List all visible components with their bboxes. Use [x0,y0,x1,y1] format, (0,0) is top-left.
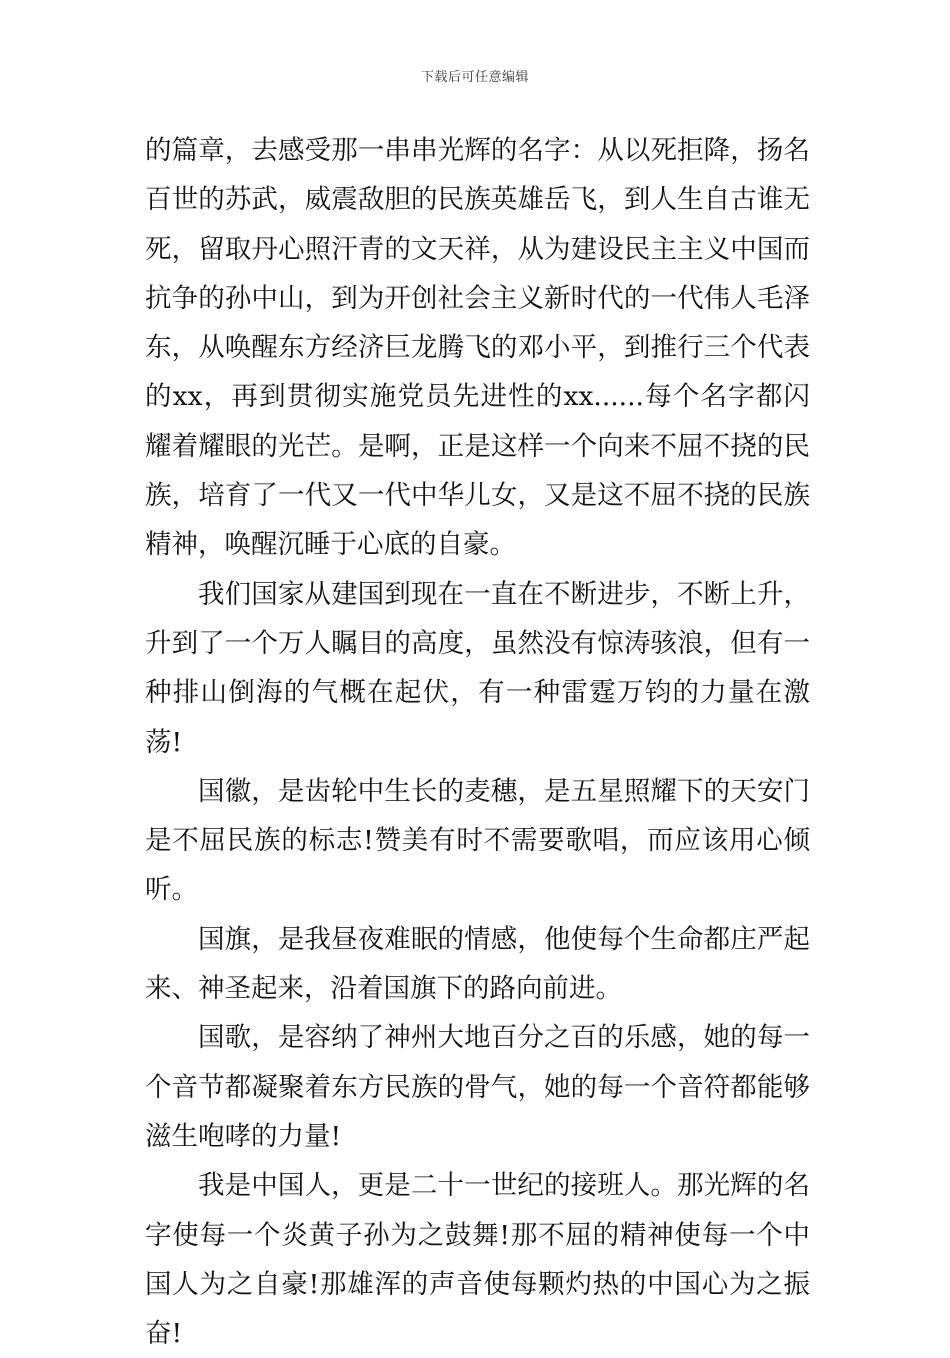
paragraph-1: 的篇章，去感受那一串串光辉的名字：从以死拒降，扬名百世的苏武，威震敌胆的民族英雄岳飞，到人生自古谁无死，留取丹心照汗青的文天祥，从为建设民主主义中国而抗争的孙中山，到为开创社会主义新时代的一代伟人毛泽东，从唤醒东方经济巨龙腾飞的邓小平，到推行三个代表的xx，再到贯彻实施党员先进性的xx......每个名字都闪耀着耀眼的光芒。是啊，正是这样一个向来不屈不挠的民族，培育了一代又一代中华儿女，又是这不屈不挠的民族精神，唤醒沉睡于心底的自豪。 [145,135,810,561]
paragraph-2: 我们国家从建国到现在一直在不断进步，不断上升，升到了一个万人瞩目的高度，虽然没有惊涛骇浪，但有一种排山倒海的气概在起伏，有一种雷霆万钧的力量在激荡! [145,578,810,758]
paragraph-3: 国徽，是齿轮中生长的麦穗，是五星照耀下的天安门是不屈民族的标志!赞美有时不需要歌唱，而应该用心倾听。 [145,775,810,906]
paragraph-4: 国旗，是我昼夜难眠的情感，他使每个生命都庄严起来、神圣起来，沿着国旗下的路向前进。 [145,923,810,1005]
page-header: 下载后可任意编辑 [420,70,529,85]
paragraph-5: 国歌，是容纳了神州大地百分之百的乐感，她的每一个音节都凝聚着东方民族的骨气，她的每一个音符都能够滋生咆哮的力量! [145,1022,810,1152]
document-body [145,126,810,1358]
paragraph-6: 我是中国人，更是二十一世纪的接班人。那光辉的名字使每一个炎黄子孙为之鼓舞!那不屈的精神使每一个中国人为之自豪!那雄浑的声音使每颗灼热的中国心为之振奋! [145,1170,810,1350]
